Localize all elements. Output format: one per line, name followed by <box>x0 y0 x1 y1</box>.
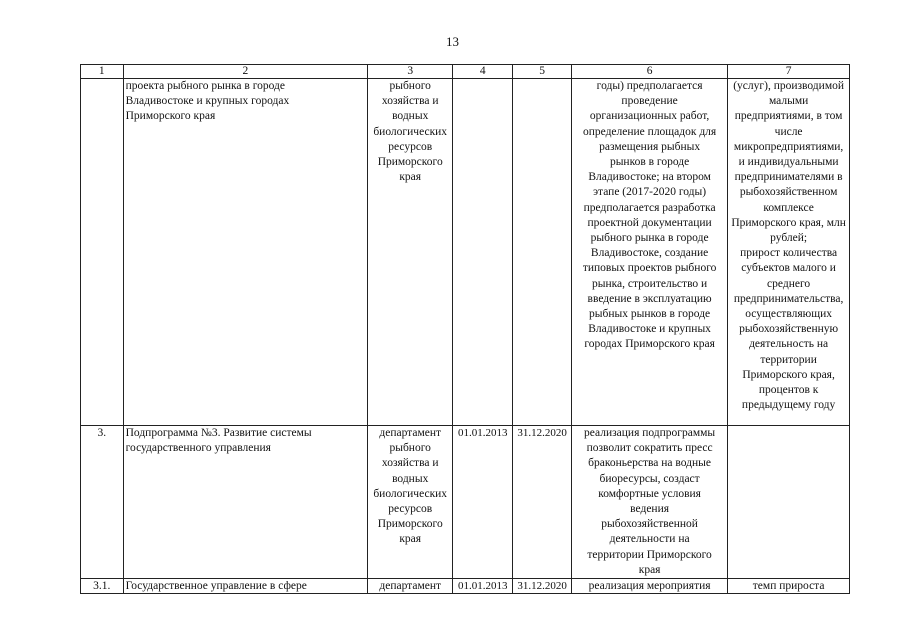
indicator-cell <box>728 426 850 579</box>
text-line: проведение <box>621 95 678 108</box>
table-row <box>81 426 850 579</box>
text-line: рыбного рынка в городе <box>590 232 709 245</box>
column-header: 7 <box>728 65 850 79</box>
text-line: комфортные условия <box>598 487 701 500</box>
text-line: ведения <box>630 503 670 516</box>
text-line: биоресурсы, создаст <box>599 472 700 485</box>
text-line: Приморского края <box>125 110 216 123</box>
text-line: ресурсов <box>388 503 433 516</box>
text-line: края <box>399 171 422 184</box>
text-line: прирост количества <box>740 247 838 260</box>
text-line: субъектов малого и <box>741 262 836 275</box>
text-line: рынков в городе <box>609 156 690 169</box>
text-line: проектной документации <box>587 216 712 229</box>
indicator-cell <box>728 579 850 594</box>
text-line: Приморского края, млн <box>731 216 846 229</box>
executor-cell <box>368 426 453 579</box>
text-line: водных <box>392 472 429 485</box>
executor-cell <box>368 79 453 426</box>
text-line: предпринимательства, <box>733 292 844 305</box>
column-header: 4 <box>453 65 513 79</box>
text-line: предыдущему году <box>741 399 836 412</box>
text-line: позволит сократить пресс <box>586 442 713 455</box>
column-number-row <box>81 65 850 79</box>
text-line: деятельность на <box>749 338 829 351</box>
text-line: определение площадок для <box>582 125 717 138</box>
text-line: Приморского края, <box>742 368 835 381</box>
start-date-cell: 01.01.2013 <box>453 426 513 579</box>
text-line: среднего <box>767 277 811 290</box>
column-header: 2 <box>123 65 367 79</box>
text-line: и индивидуальными <box>738 156 839 169</box>
text-line: государственного управления <box>125 442 271 455</box>
executor-cell <box>368 579 453 594</box>
end-date-cell <box>513 79 572 426</box>
program-table <box>80 64 850 594</box>
table-row <box>81 79 850 426</box>
page-number: 13 <box>446 34 459 49</box>
text-line: введение в эксплуатацию <box>587 292 712 305</box>
text-line: рыбного <box>389 442 431 455</box>
text-line: хозяйства и <box>381 95 439 108</box>
measure-name-cell <box>123 426 367 579</box>
text-line: хозяйства и <box>381 457 439 470</box>
text-line: процентов к <box>758 384 819 397</box>
start-date-cell: 01.01.2013 <box>453 579 513 594</box>
text-line: рынка, строительство и <box>592 277 708 290</box>
text-line: департамент <box>379 580 442 593</box>
text-line: рыбохозяйственной <box>601 518 698 531</box>
text-line: края <box>399 533 422 546</box>
text-line: департамент <box>379 427 442 439</box>
text-line: проекта рыбного рынка в городе <box>125 80 286 92</box>
text-line: рублей; <box>770 232 808 245</box>
text-line: Владивостоке; на втором <box>588 171 711 184</box>
text-line: числе <box>774 125 803 138</box>
text-line: годы) предполагается <box>596 80 703 92</box>
text-line: размещения рыбных <box>599 140 701 153</box>
column-header: 6 <box>571 65 727 79</box>
measure-name-cell <box>123 579 367 594</box>
expected-result-cell <box>571 426 727 579</box>
text-line: деятельности на <box>609 533 690 546</box>
text-line: предприятиями, в том <box>734 110 843 123</box>
column-header: 5 <box>513 65 572 79</box>
expected-result-cell <box>571 579 727 594</box>
text-line: Приморского <box>377 156 443 169</box>
column-header: 1 <box>81 65 124 79</box>
text-line: Владивостоке и крупных <box>588 323 711 336</box>
text-line: рыбного <box>389 80 431 92</box>
measure-name-cell <box>123 79 367 426</box>
text-line: рыбохозяйственном <box>739 186 838 199</box>
end-date-cell: 31.12.2020 <box>513 426 572 579</box>
text-line: Владивостоке и крупных городах <box>125 95 290 108</box>
text-line: Подпрограмма №3. Развитие системы <box>125 427 312 439</box>
expected-result-cell <box>571 79 727 426</box>
text-line: малыми <box>768 95 809 108</box>
text-line: реализация подпрограммы <box>584 427 716 439</box>
column-header: 3 <box>368 65 453 79</box>
end-date-cell: 31.12.2020 <box>513 579 572 594</box>
text-line: Приморского <box>377 518 443 531</box>
text-line: рыбных рынков в городе <box>589 308 711 321</box>
text-line: микропредприятиями, <box>733 140 844 153</box>
text-line: края <box>638 563 661 576</box>
indicator-cell <box>728 79 850 426</box>
row-number-cell <box>81 79 124 426</box>
row-number-cell: 3. <box>81 426 124 579</box>
text-line: предпринимателями в <box>734 171 843 184</box>
text-line: городах Приморского края <box>584 338 715 351</box>
start-date-cell <box>453 79 513 426</box>
text-line: биологических <box>373 125 448 138</box>
text-line: территории <box>760 353 817 366</box>
text-line: комплексе <box>763 201 814 214</box>
text-line: территории Приморского <box>587 548 712 561</box>
text-line: предполагается разработка <box>583 201 716 214</box>
text-line: водных <box>392 110 429 123</box>
text-line: этапе (2017-2020 годы) <box>593 186 707 199</box>
text-line: Владивостоке, создание <box>590 247 709 260</box>
text-line: темп прироста <box>752 580 825 593</box>
text-line: ресурсов <box>388 140 433 153</box>
text-line: (услуг), производимой <box>733 80 844 92</box>
table-row <box>81 579 850 594</box>
text-line: Государственное управление в сфере <box>125 580 307 593</box>
text-line: типовых проектов рыбного <box>582 262 717 275</box>
text-line: рыбохозяйственную <box>739 323 839 336</box>
text-line: биологических <box>373 487 448 500</box>
row-number-cell: 3.1. <box>81 579 124 594</box>
text-line: реализация мероприятия <box>588 580 711 593</box>
text-line: осуществляющих <box>745 308 832 321</box>
text-line: организационных работ, <box>589 110 710 123</box>
text-line: браконьерства на водные <box>588 457 712 470</box>
